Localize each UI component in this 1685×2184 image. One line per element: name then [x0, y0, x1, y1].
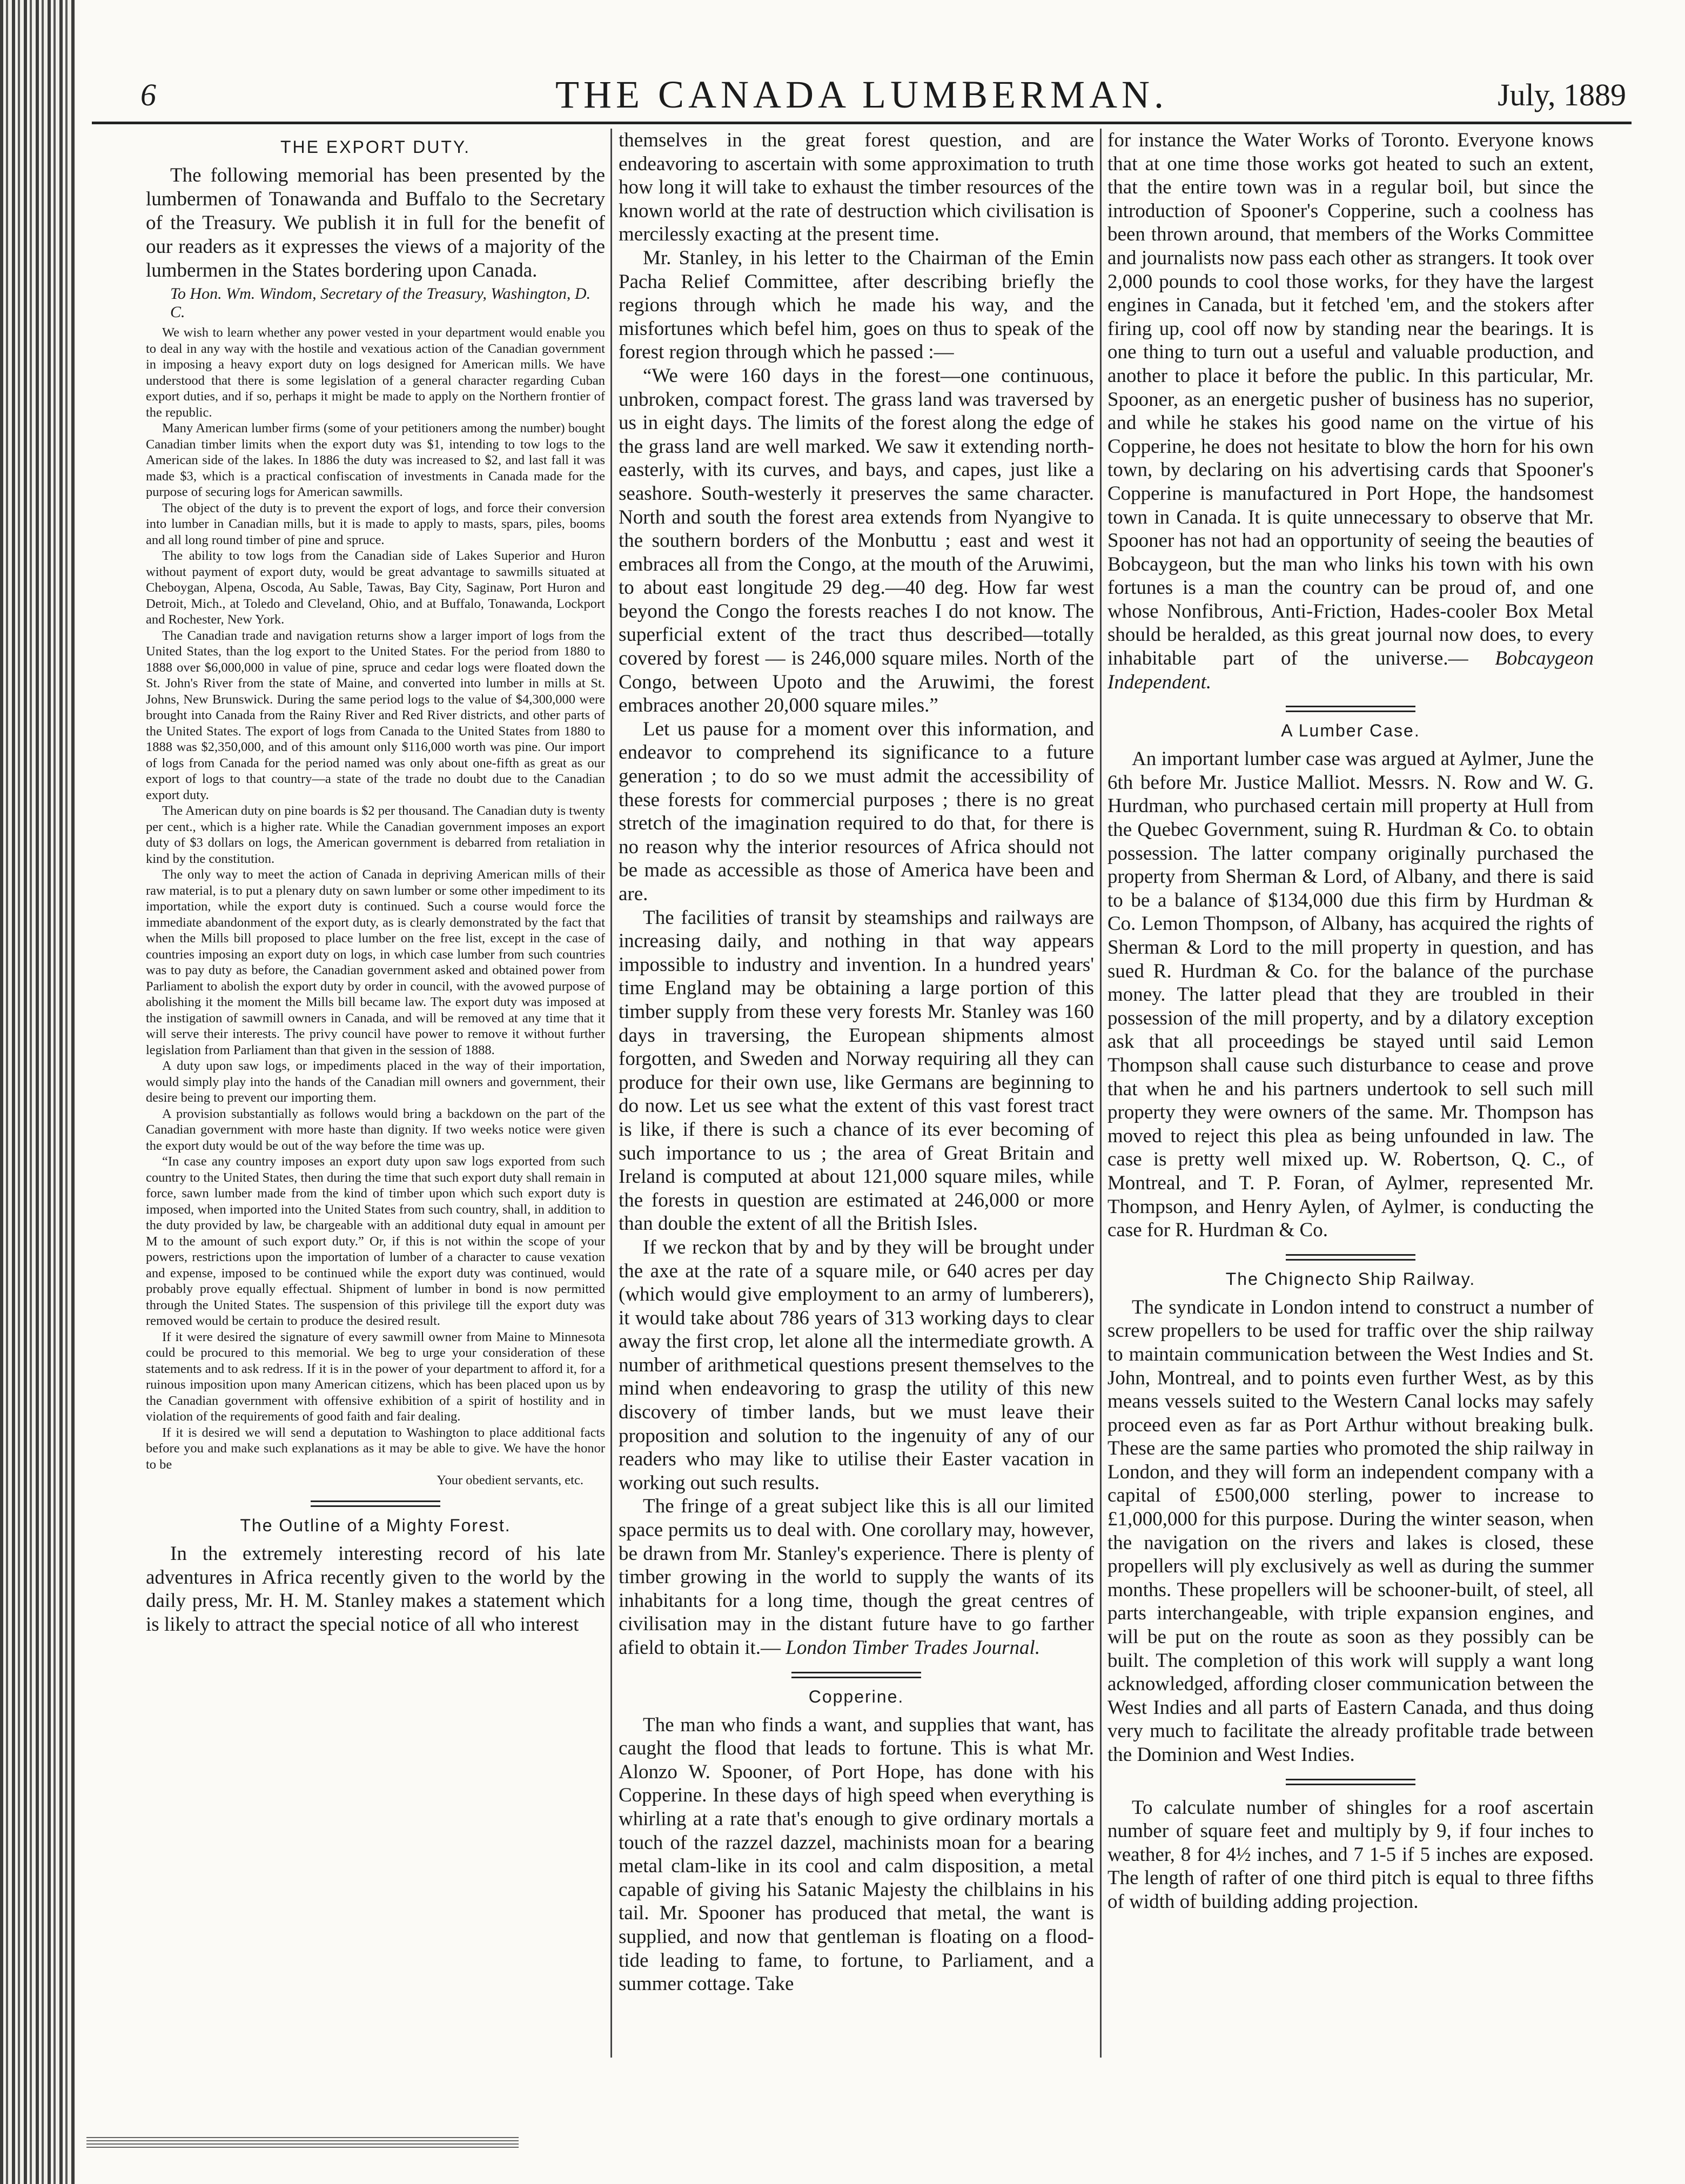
copperine-paragraph: The man who finds a want, and supplies that want, has caught the flood that leads to fortune. This is what Mr. Alonzo W. Spooner, of Port Hope, has done with his Copperine. In these days of high speed when everything is whirling at a rate that's enough to give ordinary mortals a touch of the razzel dazzel, machinists moan for a bearing metal clam-like in its cool and calm disposition, a metal capable of giving his Satanic Majesty the chilblains in his tail. Mr. Spooner has produced that metal, the want is supplied, and now that gentleman is floating on a flood-tide leading to fame, to fortune, to Parliament, and a summer cottage. Take: [619, 1713, 1094, 1995]
lumber-case-heading: A Lumber Case.: [1281, 721, 1420, 741]
masthead: [92, 70, 1632, 124]
forest-paragraph: Let us pause for a moment over this information, and endeavor to comprehend its significance to a future generation ; to do so we must admit the accessibility of these forests for commercial purposes ; there is no great stretch of the imagination required to do that, for there is no reason why the interior resources of Africa should not be made as accessible as those of America have been and are.: [619, 718, 1094, 905]
forest-heading: The Outline of a Mighty Forest.: [240, 1516, 511, 1535]
column-rule: [610, 129, 612, 2058]
column-rule: [1100, 129, 1102, 2058]
shingles-paragraph: To calculate number of shingles for a roof ascertain number of square feet and multiply by 9, if four inches to weather, 8 for 4½ inches, and 7 1-5 if 5 inches are exposed. The length of rafter of one third pitch is equal to three fifths of width of building adding projection.: [1107, 1796, 1594, 1913]
chignecto-heading: The Chignecto Ship Railway.: [1225, 1269, 1476, 1289]
forest-paragraph: If we reckon that by and by they will be brought under the axe at the rate of a square mile, or 640 acres per day (which would give employment to an army of lumberers), it would take about 786 years of 313 working days to clear away the first crop, let alone all the intermediate growth. A number of arithmetical questions present themselves to the mind when endeavoring to grasp the utility of this new discovery of timber lands, but we must leave their proposition and solution to the ingenuity of any of our readers who may like to utilise their Easter vacation in working out such results.: [619, 1236, 1094, 1494]
memorial-paragraph: The American duty on pine boards is $2 per thousand. The Canadian duty is twenty per cent., which is a higher rate. While the Canadian government imposes an export duty of $3 dollars on logs, the American government is debarred from retaliation in kind by the constitution.: [146, 803, 605, 866]
section-divider: [311, 1500, 440, 1507]
memorial-paragraph: Many American lumber firms (some of your petitioners among the number) bought Canadian timber limits when the export duty was $1, intending to tow logs to the American side of the lakes. In 1886 the duty was increased to $2, and last fall it was made $3, which is a practical confiscation of investments in Canada made for the purpose of securing logs for American sawmills.: [146, 421, 605, 499]
copperine-continued-text: for instance the Water Works of Toronto. Everyone knows that at one time those works got heated to such an extent, that the entire town was in a regular boil, but since the introduction of Spooner's Copperine, such a coolness has been thrown around, that members of the Works Committee and journalists now pass each other as strangers. It took over 2,000 pounds to cool those works, for they have the largest engines in Canada, but it fetched 'em, and the stokers after firing up, cool off now by standing near the bearings. It is one thing to turn out a useful and valuable production, and another to place it before the public. In this particular, Mr. Spooner, as an energetic pusher of business has no superior, and while he stakes his good name on the virtue of his Copperine, he does not hesitate to blow the horn for his own town, by declaring on his advertising cards that Spooner's Copperine is manufactured in Port Hope, the handsomest town in Canada. It is quite unnecessary to observe that Mr. Spooner has not had an opportunity of seeing the beauties of Bobcaygeon, but the man who links his town with his own fortunes is a man the country can be proud of, and one whose Nonfibrous, Anti-Friction, Hades-cooler Box Metal should be heralded, as this great journal now does, to every inhabitable part of the universe.—: [1107, 129, 1594, 670]
memorial-paragraph: The only way to meet the action of Canada in depriving American mills of their raw material, is to put a plenary duty on sawn lumber or some other impediment to its importation, while the export duty is continued. Such a course would force the immediate abandonment of the export duty, as is clearly demonstrated by the fact that when the Mills bill proposed to place lumber on the free list, except in the case of countries imposing an export duty on logs, in which case lumber from such countries was to pay duty as before, the Canadian government asked and obtained power from Parliament to abolish the export duty by order in council, with the avowed purpose of abolishing it the moment the Mills bill became law. The export duty was imposed at the instigation of sawmill owners in Canada, and will be removed at any time that it will serve their interests. The privy council have power to remove it without further legislation from Parliament than that given in the session of 1888.: [146, 867, 605, 1057]
forest-paragraph: The facilities of transit by steamships and railways are increasing daily, and nothing in that way appears impossible to industry and invention. In a hundred years' time England may be obtaining a large portion of this timber supply from these very forests Mr. Stanley was 160 days in traversing, the European shipments almost forgotten, and Sweden and Norway requiring all they can produce for their own use, like Germans are beginning to do now. Let us see what the extent of this vast forest tract is like, if there is such a chance of its ever becoming of such importance to us ; the area of Great Britain and Ireland is computed at about 121,000 square miles, while the forests in question are estimated at 246,000 or more than double the extent of all the British Isles.: [619, 906, 1094, 1235]
forest-paragraph: In the extremely interesting record of his late adventures in Africa recently given to the world by the daily press, Mr. H. M. Stanley makes a statement which is likely to attract the special notice of all who interest: [146, 1543, 605, 1636]
copperine-source: Bobcaygeon Independent.: [1107, 647, 1594, 693]
column-1: [146, 129, 605, 2058]
export-duty-intro: The following memorial has been presented by the lumbermen of Tonawanda and Buffalo to the Secretary of the Treasury. We publish it in full for the benefit of our readers as it expresses the views of a majority of the lumbermen in the States bordering upon Canada.: [146, 164, 605, 282]
column-2: [619, 129, 1094, 2058]
memorial-paragraph: The ability to tow logs from the Canadian side of Lakes Superior and Huron without payment of export duty, would be great advantage to sawmills situated at Cheboygan, Alpena, Oscoda, Au Sable, Tawas, Bay City, Saginaw, Port Huron and Detroit, Mich., at Toledo and Cleveland, Ohio, and at Buffalo, Tonawanda, Lockport and Rochester, New York.: [146, 548, 605, 627]
forest-source: London Timber Trades Journal.: [786, 1637, 1040, 1659]
memorial-paragraph: “In case any country imposes an export duty upon saw logs exported from such country to the United States, then during the time that such export duty shall remain in force, sawn lumber made from the kind of timber upon which such export duty is imposed, when imported into the United States from such country, shall, in addition to the duty provided by law, be chargeable with an additional duty equal in amount per M to the amount of such export duty.” Or, if this is not within the scope of your powers, restrictions upon the importation of lumber of a character to cause vexation and expense, imposed to be continued while the export duty was continued, would probably prove equally effectual. Shipment of lumber in bond is now permitted through the United States. The suspension of this privilege till the export duty was removed would be certain to produce the desired result.: [146, 1154, 605, 1328]
chignecto-paragraph: The syndicate in London intend to construct a number of screw propellers to be used for traffic over the ship railway to maintain communication between the West Indies and St. John, Montreal, and to points even further West, as by this means vessels suited to the Western Canal locks may safely proceed even as far as Port Arthur without breaking bulk. These are the same parties who promoted the ship railway in London, and they will form an independent company with a capital of £500,000 sterling, power to increase to £1,000,000 for this purpose. During the winter season, when the navigation on the rivers and lakes is closed, these propellers will ply exclusively as well as during the summer months. These propellers will be schooner-built, of steel, all parts interchangeable, with triple expansion engines, and will be put on the route as soon as they possibly can be built. The completion of this work will supply a want long acknowledged, affording closer communication between the West Indies and all parts of Eastern Canada, and thus doing very much to facilitate the already profitable trade between the Dominion and West Indies.: [1107, 1296, 1594, 1766]
section-divider: [1286, 1779, 1415, 1785]
forest-paragraph: themselves in the great forest question, and are endeavoring to ascertain with some approximation to truth how long it will take to exhaust the timber resources of the known world at the rate of destruction which civilisation is mercilessly exacting at the present time.: [619, 129, 1094, 246]
binding-edge: [0, 0, 76, 2184]
memorial-address: To Hon. Wm. Windom, Secretary of the Treasury, Washington, D. C.: [170, 285, 591, 321]
section-divider: [791, 1672, 921, 1678]
memorial-paragraph: We wish to learn whether any power vested in your department would enable you to deal in any way with the hostile and vexatious action of the Canadian government in imposing a heavy export duty on logs designed for American mills. We have understood that there is some legislation of a general character regarding Cuban export duties, and if so, perhaps it might be made to apply on the Northern frontier of the republic.: [146, 325, 605, 420]
section-divider: [1286, 706, 1415, 712]
forest-paragraph: [619, 1495, 1094, 1659]
issue-date: July, 1889: [1498, 77, 1626, 112]
memorial-paragraph: The object of the duty is to prevent the export of logs, and force their conversion into lumber in Canadian mills, but it is made to apply to masts, spars, piles, booms and all long round timber of pine and spruce.: [146, 500, 605, 547]
export-duty-heading: THE EXPORT DUTY.: [280, 137, 471, 157]
memorial-paragraph: The Canadian trade and navigation returns show a larger import of logs from the United States, than the log export to the United States. For the period from 1880 to 1888 over $6,000,000 in value of pine, spruce and cedar logs were floated down the St. John's River from the state of Maine, and converted into lumber in mills at St. Johns, New Brunswick. During the same period logs to the value of $4,300,000 were brought into Canada from the Rainy River and Red River districts, and other parts of the United States. The export of logs from Canada to the United States from 1880 to 1888 was $2,350,000, and of this amount only $116,000 worth was pine. Our import of logs from Canada for the period named was only about one-fifth as great as our export of logs to that country—a state of the trade no doubt due to the Canadian export duty.: [146, 628, 605, 802]
newspaper-title: THE CANADA LUMBERMAN.: [555, 73, 1169, 116]
memorial-paragraph: A provision substantially as follows would bring a backdown on the part of the Canadian government with more haste than dignity. If two weeks notice were given the export duty would be out of the way before the time was up.: [146, 1106, 605, 1153]
memorial-paragraph: If it were desired the signature of every sawmill owner from Maine to Minnesota could be procured to this memorial. We beg to urge your consideration of these statements and to ask redress. If it is in the power of your department to afford it, for a ruinous imposition upon many American citizens, which has been placed upon us by the Canadian government with offensive exhibition of a spirit of hostility and in violation of the requirements of good faith and fair dealing.: [146, 1329, 605, 1424]
forest-paragraph: Mr. Stanley, in his letter to the Chairman of the Emin Pacha Relief Committee, after describing briefly the regions through which he made his way, and the misfortunes which befel him, goes on thus to speak of the forest region through which he passed :—: [619, 246, 1094, 364]
stanley-quote: “We were 160 days in the forest—one continuous, unbroken, compact forest. The grass land was traversed by us in eight days. The limits of the forest along the edge of the grass land are well marked. We saw it extending north-easterly, with its curves, and bays, and capes, just like a seashore. South-westerly it preserves the same character. North and south the forest area extends from Nyangive to the southern borders of the Monbuttu ; east and west it embraces all from the Congo, at the mouth of the Aruwimi, to about east longitude 29 deg.—40 deg. How far west beyond the Congo the forests reaches I do not know. The superficial extent of the tract thus described—totally covered by forest — is 246,000 square miles. North of the Congo, between Upoto and the Aruwimi, the forest embraces another 20,000 square miles.”: [619, 364, 1094, 717]
memorial-paragraph: A duty upon saw logs, or impediments placed in the way of their importation, would simply play into the hands of the Canadian mill owners and government, their desire being to prevent our importing them.: [146, 1058, 605, 1105]
bottom-rule-decoration: [86, 2137, 519, 2149]
copperine-paragraph: [1107, 129, 1594, 694]
section-divider: [1286, 1254, 1415, 1261]
forest-closing-text: The fringe of a great subject like this is all our limited space permits us to deal with. One corollary may, however, be drawn from Mr. Stanley's experience. There is plenty of timber growing in the world to supply the wants of its inhabitants for a long time, though the great centres of civilisation may in the distant future have to go farther afield to obtain it.—: [619, 1495, 1094, 1659]
column-3: [1107, 129, 1594, 2058]
page-number: 6: [140, 77, 156, 112]
memorial-signoff: Your obedient servants, etc.: [437, 1473, 583, 1488]
memorial-paragraph: If it is desired we will send a deputation to Washington to place additional facts before you and make such explanations as it may be able to give. We have the honor to be: [146, 1425, 605, 1472]
lumber-case-paragraph: An important lumber case was argued at Aylmer, June the 6th before Mr. Justice Malliot. Messrs. N. Row and W. G. Hurdman, who purchased certain mill property at Hull from the Quebec Government, suing R. Hurdman & Co. to obtain possession. The latter company originally purchased the property from Sherman & Lord, of Albany, and there is said to be a balance of $134,000 due this firm by Hurdman & Co. Lemon Thompson, of Albany, has acquired the rights of Sherman & Lord to the mill property in question, and has sued R. Hurdman & Co. for the balance of the purchase money. The latter plead that they are troubled in their possession of the mill property, and by a dilatory exception ask that all proceedings be stayed until said Lemon Thompson shall cause such disturbance to cease and prove that when he and his partners undertook to sell such mill property they were owners of the same. Mr. Thompson has moved to reject this plea as being unfounded in law. The case is pretty well mixed up. W. Robertson, Q. C., of Montreal, and T. P. Foran, of Aylmer, represented Mr. Thompson, and Henry Aylen, of Aylmer, is conducting the case for R. Hurdman & Co.: [1107, 748, 1594, 1242]
copperine-heading: Copperine.: [808, 1686, 904, 1706]
